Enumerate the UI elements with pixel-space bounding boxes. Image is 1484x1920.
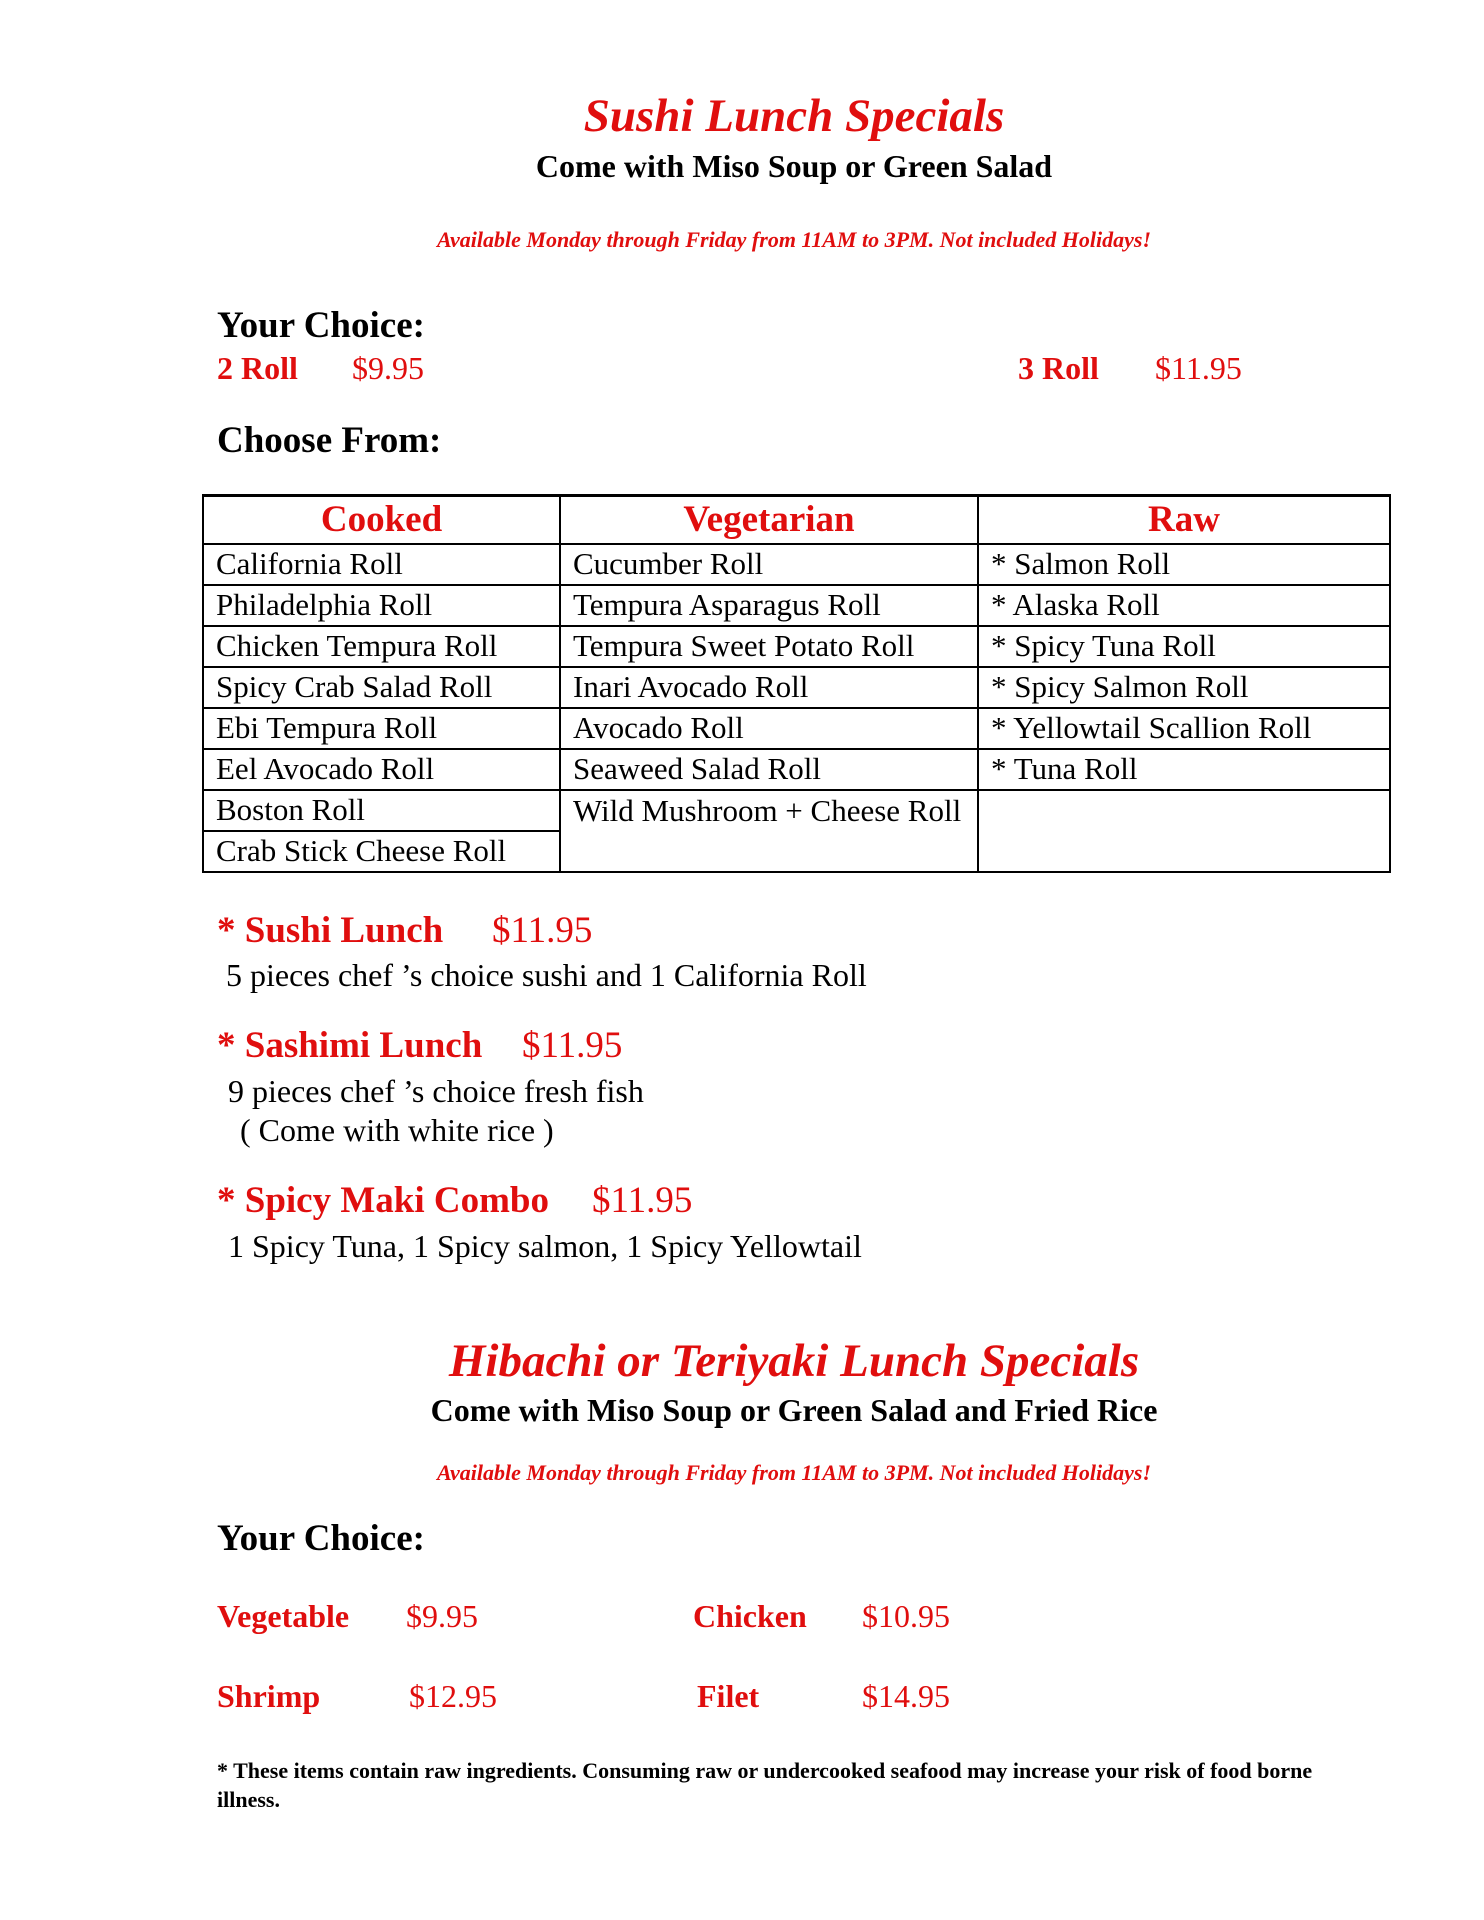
option-2-roll-price: $9.95 (352, 350, 424, 386)
table-row (203, 585, 1390, 626)
item-spicy-maki-title: * Spicy Maki Combo (217, 1180, 550, 1221)
item-sashimi-lunch-desc: 9 pieces chef ’s choice fresh fish (228, 1073, 644, 1109)
raw-item: * Spicy Tuna Roll (978, 626, 1390, 667)
header-cooked: Cooked (203, 496, 560, 545)
raw-empty-cell (978, 790, 1390, 872)
item-sashimi-lunch-note: ( Come with white rice ) (240, 1112, 554, 1148)
sushi-subtitle: Come with Miso Soup or Green Salad (535, 148, 1053, 184)
cooked-item: Eel Avocado Roll (203, 749, 560, 790)
item-spicy-maki-price: $11.95 (592, 1180, 693, 1221)
item-sushi-lunch-price: $11.95 (492, 910, 593, 951)
hibachi-availability: Available Monday through Friday from 11AM to 3PM. Not included Holidays! (436, 1460, 1152, 1485)
option-chicken-price: $10.95 (862, 1598, 950, 1634)
table-row (203, 708, 1390, 749)
vegetarian-item: Avocado Roll (560, 708, 978, 749)
raw-item: * Spicy Salmon Roll (978, 667, 1390, 708)
option-3-roll-label: 3 Roll (1018, 350, 1099, 386)
raw-item: * Salmon Roll (978, 544, 1390, 585)
item-sashimi-lunch-price: $11.95 (522, 1025, 623, 1066)
header-raw: Raw (978, 496, 1390, 545)
item-sushi-lunch-title: * Sushi Lunch (217, 910, 444, 951)
raw-item: * Alaska Roll (978, 585, 1390, 626)
table-row (203, 749, 1390, 790)
vegetarian-item: Wild Mushroom + Cheese Roll (560, 790, 978, 872)
vegetarian-item: Seaweed Salad Roll (560, 749, 978, 790)
option-shrimp-price: $12.95 (409, 1678, 497, 1714)
hibachi-your-choice-heading: Your Choice: (217, 1518, 425, 1559)
option-filet-price: $14.95 (862, 1678, 950, 1714)
cooked-item: Crab Stick Cheese Roll (203, 831, 560, 872)
cooked-item: Philadelphia Roll (203, 585, 560, 626)
sushi-your-choice-heading: Your Choice: (217, 305, 425, 346)
sushi-availability: Available Monday through Friday from 11AM to 3PM. Not included Holidays! (436, 227, 1152, 252)
cooked-item: Ebi Tempura Roll (203, 708, 560, 749)
table-row (203, 626, 1390, 667)
raw-item: * Tuna Roll (978, 749, 1390, 790)
table-row (203, 790, 1390, 831)
choose-from-heading: Choose From: (217, 420, 442, 461)
option-vegetable-label: Vegetable (217, 1598, 350, 1634)
table-row (203, 667, 1390, 708)
table-row (203, 544, 1390, 585)
option-shrimp-label: Shrimp (217, 1678, 321, 1714)
vegetarian-item: Tempura Sweet Potato Roll (560, 626, 978, 667)
item-spicy-maki-desc: 1 Spicy Tuna, 1 Spicy salmon, 1 Spicy Yellowtail (228, 1228, 862, 1264)
item-sushi-lunch-desc: 5 pieces chef ’s choice sushi and 1 California Roll (226, 957, 867, 993)
vegetarian-item: Cucumber Roll (560, 544, 978, 585)
raw-ingredients-footnote: * These items contain raw ingredients. Consuming raw or undercooked seafood may increase your risk of food borne illness. (217, 1758, 1313, 1812)
raw-item: * Yellowtail Scallion Roll (978, 708, 1390, 749)
rolls-table (202, 494, 1391, 873)
vegetarian-item: Inari Avocado Roll (560, 667, 978, 708)
header-vegetarian: Vegetarian (560, 496, 978, 545)
option-2-roll-label: 2 Roll (217, 350, 298, 386)
hibachi-title: Hibachi or Teriyaki Lunch Specials (448, 1335, 1140, 1387)
hibachi-subtitle: Come with Miso Soup or Green Salad and Fried Rice (430, 1392, 1158, 1428)
cooked-item: Spicy Crab Salad Roll (203, 667, 560, 708)
cooked-item: Boston Roll (203, 790, 560, 831)
rolls-table-header-row (203, 496, 1390, 545)
option-filet-label: Filet (697, 1678, 760, 1714)
item-sashimi-lunch-title: * Sashimi Lunch (217, 1025, 483, 1066)
vegetarian-item: Tempura Asparagus Roll (560, 585, 978, 626)
sushi-title: Sushi Lunch Specials (583, 90, 1005, 142)
option-3-roll-price: $11.95 (1155, 350, 1242, 386)
cooked-item: Chicken Tempura Roll (203, 626, 560, 667)
option-chicken-label: Chicken (693, 1598, 807, 1634)
cooked-item: California Roll (203, 544, 560, 585)
option-vegetable-price: $9.95 (406, 1598, 478, 1634)
